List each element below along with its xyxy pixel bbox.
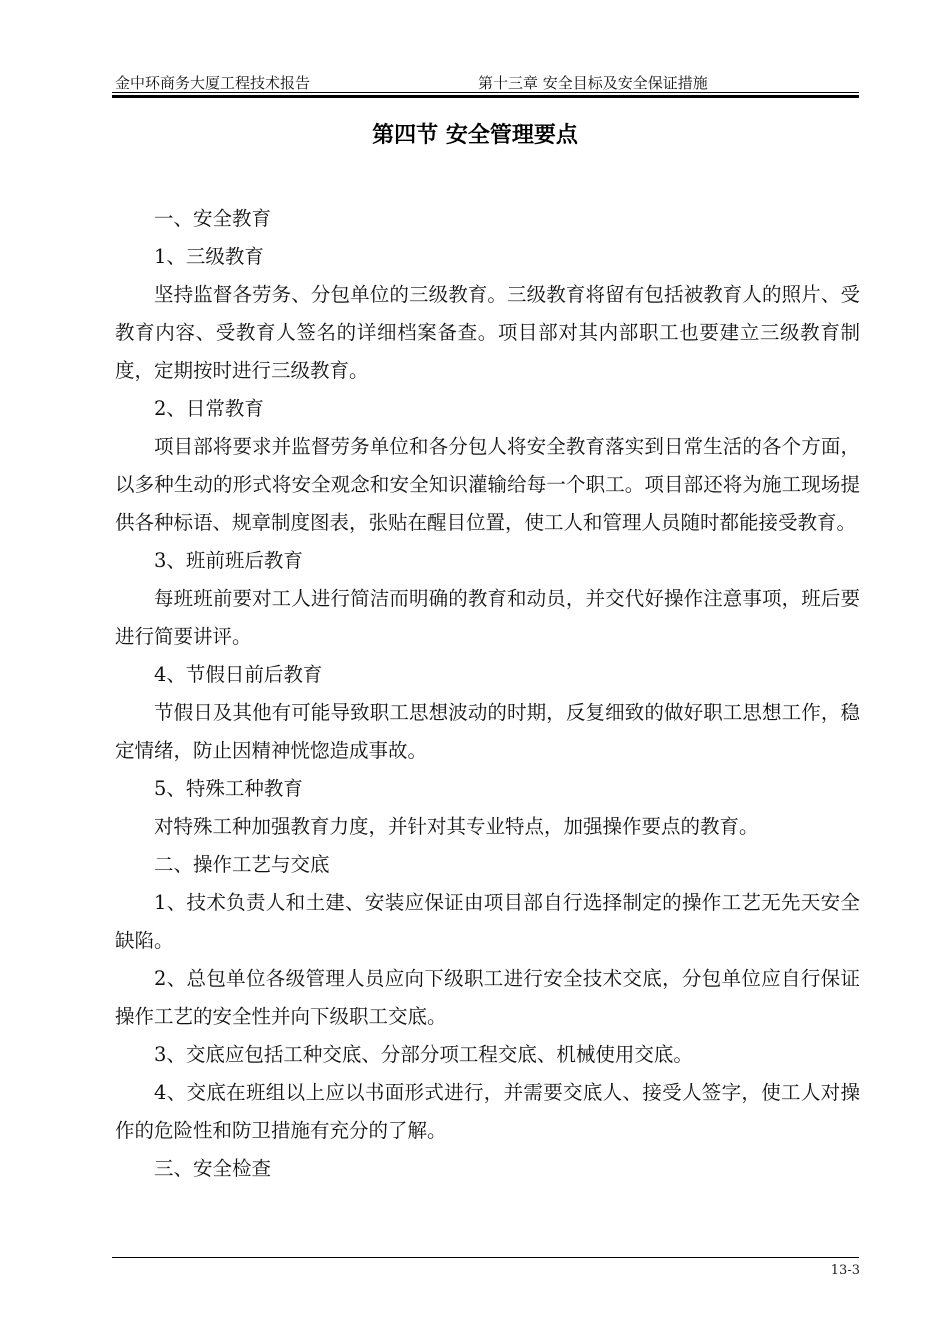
heading-safety-education: 一、安全教育: [154, 207, 272, 230]
footer-rule: [112, 1257, 859, 1258]
paragraph: 每班班前要对工人进行简洁而明确的教育和动员，并交代好操作注意事项，班后要进行简要讲评。: [115, 587, 860, 648]
paragraph: 坚持监督各劳务、分包单位的三级教育。三级教育将留有包括被教育人的照片、受教育内容、受教育人签名的详细档案备查。项目部对其内部职工也要建立三级教育制度，定期按时进行三级教育。: [115, 283, 860, 382]
paragraph: 4、交底在班组以上应以书面形式进行，并需要交底人、接受人签字，使工人对操作的危险性和防卫措施有充分的了解。: [115, 1081, 860, 1142]
body-text: [115, 200, 860, 1188]
header-rule-thick: [112, 95, 859, 98]
header-report-title: 金中环商务大厦工程技术报告: [115, 74, 311, 92]
heading-operation-process-briefing: 二、操作工艺与交底: [154, 853, 330, 876]
subheading-special-trade-education: 5、特殊工种教育: [154, 777, 303, 800]
paragraph: 对特殊工种加强教育力度，并针对其专业特点，加强操作要点的教育。: [154, 815, 759, 838]
subheading-holiday-education: 4、节假日前后教育: [154, 663, 323, 686]
paragraph: 项目部将要求并监督劳务单位和各分包人将安全教育落实到日常生活的各个方面，以多种生动的形式将安全观念和安全知识灌输给每一个职工。项目部还将为施工现场提供各种标语、规章制度图表，张贴在醒目位置，使工人和管理人员随时都能接受教育。: [115, 435, 860, 534]
paragraph: 节假日及其他有可能导致职工思想波动的时期，反复细致的做好职工思想工作，稳定情绪，防止因精神恍惚造成事故。: [115, 701, 860, 762]
paragraph: 1、技术负责人和土建、安装应保证由项目部自行选择制定的操作工艺无先天安全缺陷。: [115, 891, 860, 952]
section-title: 第四节 安全管理要点: [372, 123, 578, 148]
heading-safety-inspection: 三、安全检查: [154, 1157, 272, 1180]
header-rule-thin: [112, 92, 859, 93]
paragraph: 3、交底应包括工种交底、分部分项工程交底、机械使用交底。: [154, 1043, 693, 1066]
subheading-three-level-education: 1、三级教育: [154, 245, 264, 268]
subheading-shift-education: 3、班前班后教育: [154, 549, 303, 572]
paragraph: 2、总包单位各级管理人员应向下级职工进行安全技术交底，分包单位应自行保证操作工艺的安全性并向下级职工交底。: [115, 967, 860, 1028]
page-number: 13-3: [830, 1263, 860, 1278]
header-chapter-title: 第十三章 安全目标及安全保证措施: [478, 74, 708, 92]
subheading-daily-education: 2、日常教育: [154, 397, 264, 420]
